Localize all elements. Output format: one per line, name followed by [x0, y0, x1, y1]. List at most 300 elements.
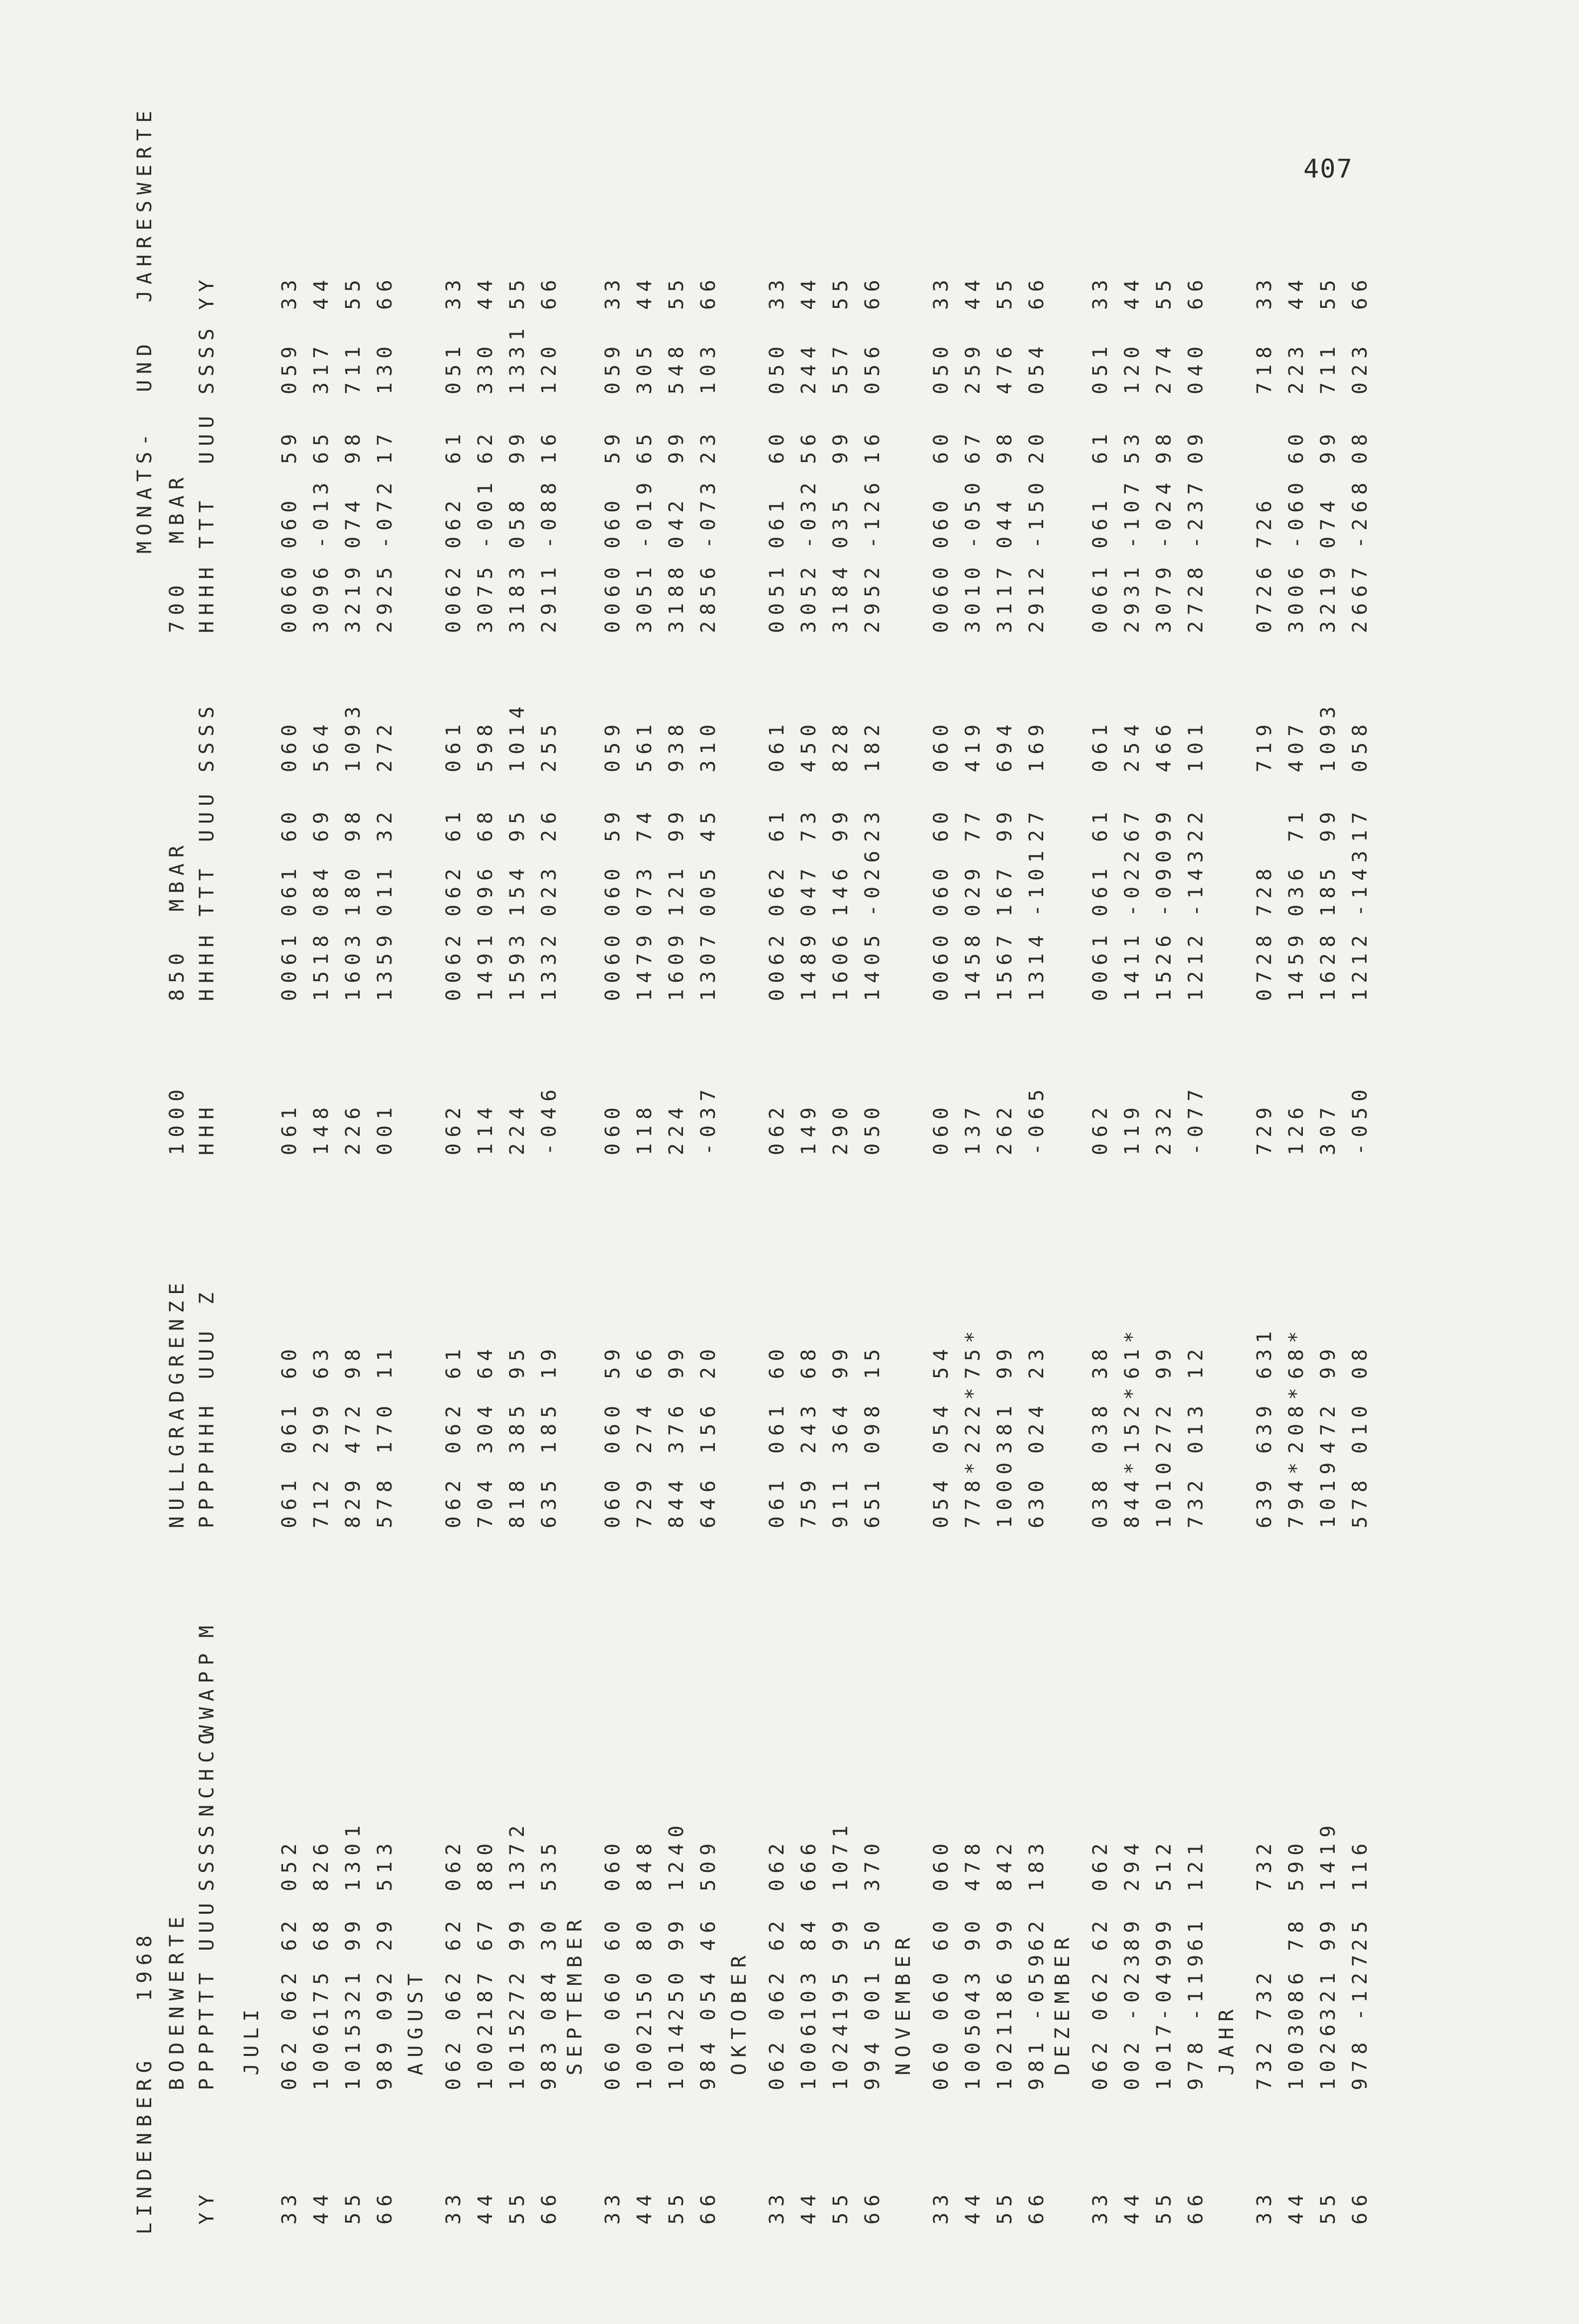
table-cell: 1628 [1317, 929, 1340, 1001]
table-cell: 1314 [1025, 929, 1048, 1001]
month-0-col-yy [274, 2189, 401, 2225]
table-cell: -150 [1025, 476, 1048, 549]
table-cell: 407 [1285, 718, 1308, 772]
table-cell: 226 [342, 1101, 365, 1155]
table-cell: 148 [310, 1101, 333, 1155]
table-cell: 99 [1153, 1343, 1176, 1379]
table-cell: 061 [278, 1101, 301, 1155]
table-cell: 578 [374, 1474, 396, 1528]
table-cell: 0726 [1253, 561, 1276, 633]
month-2-col-h1000 [597, 1084, 724, 1155]
table-cell: 0060 [930, 929, 953, 1001]
table-cell: 23 [1025, 1343, 1048, 1379]
table-cell: 71 [1285, 806, 1308, 842]
table-cell: 712 [310, 1474, 333, 1528]
col-header-b-ttt: TTT [196, 862, 218, 917]
month-2-col-ssss [597, 1820, 724, 1891]
header-1000: 1000 [166, 1083, 189, 1155]
month-3-col-yy2 [761, 274, 888, 310]
table-cell: 1014 [506, 700, 529, 772]
table-cell: 274 [633, 1399, 656, 1454]
table-cell: -072 [374, 476, 396, 549]
month-5-col-ssss [1085, 1838, 1212, 1891]
col-header-c-ssss: SSSS [196, 322, 218, 394]
table-cell: 61* [1121, 1325, 1144, 1379]
table-cell: 59 [601, 806, 624, 842]
table-cell: 44 [797, 2188, 820, 2225]
table-cell: 56 [797, 428, 820, 464]
table-cell: -037 [697, 1083, 720, 1155]
table-cell: 66 [697, 2188, 720, 2225]
table-cell: 98 [1153, 428, 1176, 464]
table-cell: 66 [1349, 2188, 1372, 2225]
month-2-col-b-hhhh [597, 930, 724, 1001]
table-cell: 66 [1025, 2188, 1048, 2225]
table-cell: -077 [1184, 1083, 1207, 1155]
table-cell: 630 [1025, 1474, 1048, 1528]
table-cell: 169 [1025, 718, 1048, 772]
table-cell: 1071 [829, 1819, 852, 1891]
table-cell: 95 [506, 806, 529, 842]
table-cell: 44 [1285, 274, 1308, 310]
table-cell: 060 [278, 494, 301, 549]
table-cell: 051 [442, 340, 465, 394]
table-cell: 0062 [766, 929, 789, 1001]
table-cell [1249, 806, 1281, 842]
table-cell: 058 [506, 494, 529, 549]
table-cell: 056 [861, 340, 884, 394]
table-cell: 978 [1349, 2036, 1372, 2090]
col-header-n-z: Z [196, 1286, 218, 1304]
table-cell: 844 [665, 1474, 688, 1528]
table-cell: 911 [829, 1474, 852, 1528]
month-label: AUGUST [404, 1967, 427, 2075]
table-cell: 694 [993, 718, 1016, 772]
col-header-b-hhhh: HHHH [196, 929, 218, 1001]
table-cell: 33 [442, 2188, 465, 2225]
table-cell: 704 [474, 1474, 497, 1528]
month-0-col-n-uuu [274, 1343, 401, 1379]
table-cell: 66 [374, 274, 396, 310]
table-cell: 2911 [538, 561, 561, 633]
table-cell: 1606 [829, 929, 852, 1001]
table-cell: 55 [1153, 2188, 1176, 2225]
table-cell: 274 [1153, 340, 1176, 394]
table-cell: 513 [374, 1837, 396, 1891]
table-cell: 44 [633, 274, 656, 310]
month-2-col-ttt [597, 1967, 724, 2021]
month-2-col-uuu [597, 1915, 724, 1951]
table-cell: 60 [930, 806, 953, 842]
month-5-col-c-ssss [1085, 341, 1212, 394]
table-cell: 061 [766, 1474, 789, 1528]
col-header-yy: YY [196, 2188, 218, 2225]
table-cell: 062 [442, 1966, 465, 2021]
month-0-col-h1000 [274, 1102, 401, 1155]
table-cell: 98 [342, 428, 365, 464]
month-0-col-uuu [274, 1915, 401, 1951]
table-cell: 272 [374, 718, 396, 772]
table-cell: 062 [442, 1101, 465, 1155]
table-cell: 711 [342, 340, 365, 394]
month-4-col-c-hhhh [925, 561, 1053, 633]
month-3-col-h1000 [761, 1102, 888, 1155]
table-cell: 646 [697, 1474, 720, 1528]
month-3-col-c-hhhh [761, 561, 888, 633]
table-cell: 33 [601, 274, 624, 310]
table-cell: 17 [374, 428, 396, 464]
table-cell: 299 [310, 1399, 333, 1454]
month-1-col-c-ttt [438, 477, 565, 549]
table-cell: 0060 [601, 929, 624, 1001]
table-cell: 3079 [1153, 561, 1176, 633]
month-2-col-b-ttt [597, 863, 724, 917]
table-cell: 060 [601, 1101, 624, 1155]
table-cell: -101 [1025, 844, 1048, 917]
table-cell: 1372 [506, 1819, 529, 1891]
table-cell: 99 [993, 1343, 1016, 1379]
table-cell: 55 [506, 274, 529, 310]
table-cell: 61 [1089, 428, 1112, 464]
month-6-col-n-uuu [1249, 1325, 1376, 1379]
table-cell: -127 [1349, 1949, 1372, 2021]
table-cell: 060 [601, 862, 624, 917]
table-cell: 0728 [1253, 929, 1276, 1001]
table-cell: 80 [633, 1915, 656, 1951]
month-2-col-pppp [597, 2019, 724, 2090]
month-6-col-c-hhhh [1249, 561, 1376, 633]
table-cell: 978 [1184, 2036, 1207, 2090]
table-cell: 044 [993, 494, 1016, 549]
table-cell: 1567 [993, 929, 1016, 1001]
table-cell: 062 [278, 2036, 301, 2090]
table-cell: 1006 [797, 2018, 820, 2090]
table-cell: 33 [1089, 2188, 1112, 2225]
month-2-col-n-pppp [597, 1475, 724, 1528]
table-cell: 1212 [1184, 929, 1207, 1001]
table-cell: 99 [665, 428, 688, 464]
table-cell: 33 [930, 274, 953, 310]
month-5-col-yy2 [1085, 274, 1212, 310]
table-cell: 170 [374, 1399, 396, 1454]
table-cell: -019 [633, 476, 656, 549]
page-number: 407 [1303, 154, 1353, 184]
table-cell: 45 [697, 806, 720, 842]
table-cell: -050 [1349, 1083, 1372, 1155]
month-6-col-b-ttt [1249, 845, 1376, 917]
table-cell: 590 [1285, 1837, 1308, 1891]
table-cell: -046 [538, 1083, 561, 1155]
month-1-col-h1000 [438, 1084, 565, 1155]
table-cell: 1015 [342, 2018, 365, 2090]
table-cell: 08 [1349, 1343, 1372, 1379]
table-cell: 092 [374, 1966, 396, 2021]
month-4-col-n-hhh [925, 1382, 1053, 1454]
table-cell: 060 [601, 1966, 624, 2021]
table-cell: 55 [1317, 2188, 1340, 2225]
table-cell: 054 [930, 1474, 953, 1528]
table-cell: 054 [930, 1399, 953, 1454]
table-cell: 381 [993, 1399, 1016, 1454]
table-cell: 472 [1317, 1399, 1340, 1454]
table-cell: 060 [930, 862, 953, 917]
month-4-col-b-uuu [925, 806, 1053, 842]
table-cell: 635 [538, 1474, 561, 1528]
month-6-col-yy [1249, 2189, 1376, 2225]
table-cell: 060 [601, 1837, 624, 1891]
col-header-n-hhh: HHH [196, 1399, 218, 1454]
table-cell: 63 [310, 1343, 333, 1379]
month-6-col-b-hhhh [1249, 930, 1376, 1001]
table-cell: 11 [374, 1343, 396, 1379]
month-3-col-n-pppp [761, 1475, 888, 1528]
table-cell: 042 [665, 494, 688, 549]
table-cell: 732 [1253, 1966, 1276, 2021]
month-5-col-n-hhh [1085, 1382, 1212, 1454]
table-cell: 55 [665, 2188, 688, 2225]
month-2-col-c-ssss [597, 341, 724, 394]
table-cell: 55 [506, 2188, 529, 2225]
table-cell: 051 [1089, 340, 1112, 394]
table-cell: 68* [1285, 1325, 1308, 1379]
table-cell: 058 [1349, 718, 1372, 772]
table-cell: 0060 [930, 561, 953, 633]
month-0-col-b-hhhh [274, 930, 401, 1001]
table-cell: 1017 [1153, 2018, 1176, 2090]
table-cell: 254 [1121, 718, 1144, 772]
table-cell: 086 [1285, 1966, 1308, 2021]
table-cell [1249, 428, 1281, 464]
table-cell: 050 [861, 1101, 884, 1155]
month-0-col-b-ssss [274, 701, 401, 772]
table-cell: 223 [1285, 340, 1308, 394]
table-cell: 038 [1089, 1399, 1112, 1454]
month-5-col-b-ttt [1085, 845, 1212, 917]
table-cell: 842 [993, 1837, 1016, 1891]
month-6-col-c-uuu [1249, 428, 1376, 464]
table-cell: 33 [442, 274, 465, 310]
table-cell: -065 [1025, 1083, 1048, 1155]
month-2-col-c-hhhh [597, 561, 724, 633]
table-cell: 68 [474, 806, 497, 842]
table-cell: 844* [1121, 1456, 1144, 1528]
table-cell: 1093 [342, 700, 365, 772]
col-header-c-ttt: TTT [196, 494, 218, 549]
table-cell: 185 [538, 1399, 561, 1454]
table-cell: 30 [538, 1915, 561, 1951]
table-cell: 32 [374, 806, 396, 842]
table-cell: 1593 [506, 929, 529, 1001]
table-cell: 99 [993, 1915, 1016, 1951]
table-cell: 98 [993, 428, 1016, 464]
table-cell: 167 [993, 862, 1016, 917]
table-cell: 99 [665, 806, 688, 842]
table-cell: 68 [797, 1343, 820, 1379]
table-cell: 880 [474, 1837, 497, 1891]
table-cell: 023 [538, 862, 561, 917]
month-label: JAHR [1215, 2003, 1238, 2075]
table-cell: 2728 [1184, 561, 1207, 633]
table-cell: 062 [1089, 2036, 1112, 2090]
table-cell: 036 [1285, 862, 1308, 917]
table-cell: 1458 [962, 929, 985, 1001]
table-cell: 95 [506, 1343, 529, 1379]
table-cell: 118 [633, 1101, 656, 1155]
table-cell: 50 [861, 1915, 884, 1951]
table-cell: -107 [1121, 476, 1144, 549]
month-1-col-yy2 [438, 274, 565, 310]
month-5-col-c-uuu [1085, 428, 1212, 464]
table-cell: 66 [538, 274, 561, 310]
col-header-b-uuu: UUU [196, 788, 218, 842]
table-cell: 2931 [1121, 561, 1144, 633]
table-cell: 66 [538, 2188, 561, 2225]
month-1-col-n-pppp [438, 1475, 565, 1528]
table-cell: 46 [697, 1915, 720, 1951]
table-cell: 385 [506, 1399, 529, 1454]
table-cell: 244 [797, 340, 820, 394]
table-cell: 726 [1253, 494, 1276, 549]
col-header-uuu: UUU [196, 1897, 218, 1951]
table-cell: 062 [278, 1966, 301, 2021]
table-cell: 62 [1025, 1915, 1048, 1951]
table-cell: 1479 [633, 929, 656, 1001]
table-cell: -059 [1025, 1949, 1048, 2021]
table-cell: 1015 [506, 2018, 529, 2090]
table-cell: 084 [538, 1966, 561, 2021]
table-cell: 99 [1317, 1915, 1340, 1951]
month-label: SEPTEMBER [564, 1914, 587, 2075]
table-cell: 0060 [278, 561, 301, 633]
month-3-col-b-ssss [761, 719, 888, 772]
table-cell: 78 [1285, 1915, 1308, 1951]
table-cell: 0061 [1089, 929, 1112, 1001]
table-cell: 1459 [1285, 929, 1308, 1001]
table-cell: 848 [633, 1837, 656, 1891]
table-cell: 711 [1317, 340, 1340, 394]
month-4-col-uuu [925, 1915, 1053, 1951]
month-1-col-ssss [438, 1820, 565, 1891]
table-cell: 1405 [861, 929, 884, 1001]
table-cell: -268 [1349, 476, 1372, 549]
table-cell: 61 [766, 806, 789, 842]
table-cell: 061 [278, 862, 301, 917]
table-cell: -032 [797, 476, 820, 549]
table-cell: 040 [1184, 340, 1207, 394]
table-cell: 1419 [1317, 1819, 1340, 1891]
table-cell: 44 [310, 2188, 333, 2225]
table-cell: 061 [442, 718, 465, 772]
table-cell: 060 [930, 1101, 953, 1155]
table-cell: 061 [766, 1399, 789, 1454]
table-cell: 1307 [697, 929, 720, 1001]
table-cell: 44 [310, 274, 333, 310]
month-1-col-c-uuu [438, 428, 565, 464]
month-6-col-h1000 [1249, 1084, 1376, 1155]
table-cell: 99 [506, 1915, 529, 1951]
month-1-col-b-hhhh [438, 930, 565, 1001]
table-cell: 152* [1121, 1382, 1144, 1454]
table-cell: 44 [633, 2188, 656, 2225]
table-cell: -126 [861, 476, 884, 549]
month-3-col-c-ssss [761, 341, 888, 394]
table-cell: 60 [278, 1343, 301, 1379]
table-cell: 3188 [665, 561, 688, 633]
table-cell: 75* [962, 1325, 985, 1379]
table-cell: 732 [1253, 2036, 1276, 2090]
table-cell: 16 [861, 428, 884, 464]
table-cell: 060 [601, 2036, 624, 2090]
table-cell: 15 [861, 1343, 884, 1379]
table-cell: 1002 [474, 2018, 497, 2090]
table-cell: 59 [601, 428, 624, 464]
month-0-col-yy2 [274, 274, 401, 310]
table-cell: 99 [665, 1915, 688, 1951]
table-cell: 052 [278, 1837, 301, 1891]
table-cell: -026 [861, 844, 884, 917]
month-2-col-yy2 [597, 274, 724, 310]
table-cell: 55 [342, 274, 365, 310]
table-cell: 44 [962, 2188, 985, 2225]
table-cell: 0061 [278, 929, 301, 1001]
col-header-c-uuu: UUU [196, 410, 218, 464]
table-cell: 578 [1349, 1474, 1372, 1528]
table-cell: 3184 [829, 561, 852, 633]
table-cell: 66 [1184, 2188, 1207, 2225]
table-cell: 994 [861, 2036, 884, 2090]
month-4-col-n-pppp [925, 1457, 1053, 1528]
table-cell: 126 [1285, 1101, 1308, 1155]
table-cell: 44 [962, 274, 985, 310]
title-monats-jahreswerte: MONATS- UND JAHRESWERTE [133, 104, 156, 554]
month-0-col-ttt [274, 1967, 401, 2021]
table-cell: 222* [962, 1382, 985, 1454]
table-cell: 062 [766, 1837, 789, 1891]
month-label: DEZEMBER [1051, 1932, 1074, 2075]
month-0-col-c-ttt [274, 477, 401, 549]
table-cell: 182 [861, 718, 884, 772]
table-cell: 3052 [797, 561, 820, 633]
table-cell: 103 [697, 340, 720, 394]
table-cell: 826 [310, 1837, 333, 1891]
table-cell: 509 [697, 1837, 720, 1891]
table-cell: 62 [442, 1915, 465, 1951]
table-cell: 61 [1089, 806, 1112, 842]
table-cell: 64 [474, 1343, 497, 1379]
table-cell: 1010 [1153, 1456, 1176, 1528]
table-cell: 061 [278, 1474, 301, 1528]
table-cell: 243 [797, 1399, 820, 1454]
table-cell: 59 [601, 1343, 624, 1379]
table-cell: -049 [1153, 1949, 1176, 2021]
table-cell: 062 [442, 494, 465, 549]
table-cell: 20 [1025, 428, 1048, 464]
table-cell: -024 [1153, 476, 1176, 549]
table-cell: 55 [829, 274, 852, 310]
table-cell: 557 [829, 340, 852, 394]
table-cell: 99 [1317, 806, 1340, 842]
table-cell: 84 [797, 1915, 820, 1951]
table-cell: 060 [278, 718, 301, 772]
month-6-col-n-hhh [1249, 1382, 1376, 1454]
table-cell: 2667 [1349, 561, 1372, 633]
table-cell: 180 [342, 862, 365, 917]
table-cell: 984 [697, 2036, 720, 2090]
table-cell: 084 [310, 862, 333, 917]
month-4-col-h1000 [925, 1084, 1053, 1155]
table-cell: 060 [930, 2036, 953, 2090]
table-cell: 61 [442, 806, 465, 842]
